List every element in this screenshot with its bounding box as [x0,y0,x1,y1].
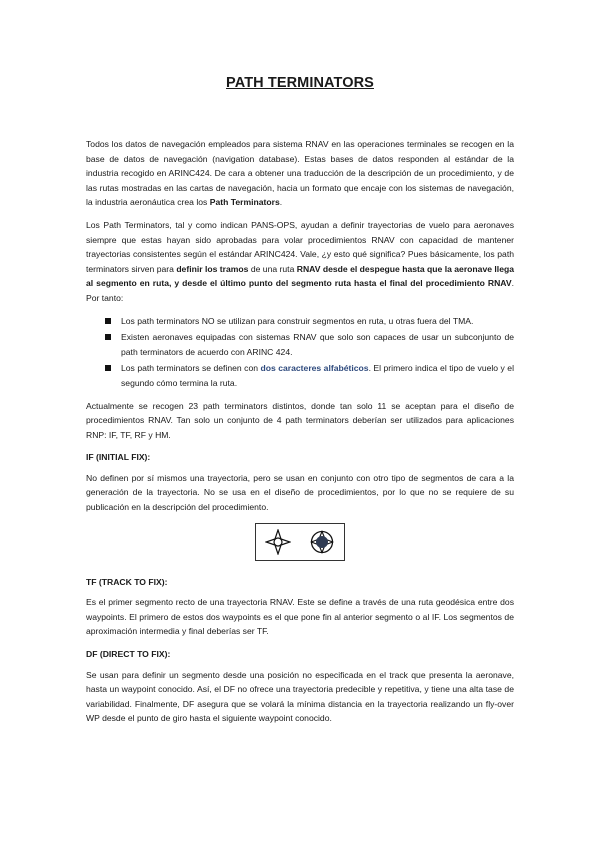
waypoint-symbols-box [255,523,345,561]
square-bullet-icon [105,365,111,371]
bullet-text-1: Los path terminators NO se utilizan para construir segmentos en ruta, u otras fuera del TMA. [121,315,474,326]
tf-paragraph: Es el primer segmento recto de una trayectoria RNAV. Este se define a través de una ruta geodésica entre dos waypoints. El primero de estos dos waypoints es el que pone fin al anterior segmento o al IF. Los segmentos de aproximación intermedia y final deberías ser TF. [86,597,514,637]
list-item [86,361,514,390]
count-paragraph: Actualmente se recogen 23 path terminators distintos, donde tan solo 11 se aceptan para el diseño de procedimientos RNAV. Tan solo un conjunto de 4 path terminators deberían ser utilizados para aplicaciones RNP: IF, TF, RF y HM. [86,400,514,440]
if-heading: IF (INITIAL FIX): [86,452,151,463]
bullet-list [86,314,514,391]
list-item [86,314,514,329]
if-paragraph: No definen por sí mismos una trayectoria, pero se usan en conjunto con otro tipo de segmentos de cara a la generación de la trayectoria. No se usa en el diseño de procedimientos, por lo que no se requiere de su publicación en la descripción del procedimiento. [86,472,514,513]
para2-text-3: . Por tanto: [86,278,514,303]
para2-bold-2: RNAV desde el despegue hasta que la aeronave llega al segmento en ruta, y desde el último punto del segmento ruta hasta el final del procedimiento RNAV [86,263,515,289]
df-heading: DF (DIRECT TO FIX): [86,649,171,660]
square-bullet-icon [105,334,111,340]
page-title: PATH TERMINATORS [226,75,374,91]
flyover-waypoint-icon [309,529,335,555]
para2-text-1: Los Path Terminators, tal y como indican PANS-OPS, ayudan a definir trayectorias de vuelo para aeronaves siempre que estas hayan sido aprobadas para volar procedimientos RNAV con capacidad de mantener trayectorias consistentes según el estándar ARINC424. Vale, ¿y esto qué significa? Pues básicamente, los path terminators sirven para [86,219,514,274]
flyby-waypoint-icon [265,529,291,555]
tf-heading: TF (TRACK TO FIX): [86,576,168,587]
square-bullet-icon [105,318,111,324]
intro-end: . [279,197,283,208]
para2-text-2: de una ruta [248,263,297,274]
alphabetic-characters-link[interactable]: dos caracteres alfabéticos [260,363,369,374]
intro-bold-term: Path Terminators [209,197,280,208]
bullet-text-2: Existen aeronaves equipadas con sistemas RNAV que solo son capaces de usar un subconjunto de path terminators de acuerdo con ARINC 424. [121,332,514,357]
waypoint-figure [86,523,514,561]
definition-paragraph [86,218,514,306]
bullet-text-3-post: . El primero indica el tipo de vuelo y el segundo cómo termina la ruta. [121,363,514,388]
df-paragraph: Se usan para definir un segmento desde una posición no especificada en el track que presenta la aeronave, hasta un waypoint conocido. Así, el DF no ofrece una trayectoria predecible y repetitiva, y tiene una alta tase de variabilidad. Finalmente, DF asegura que se volará la mínima distancia en la trayectoria realizando un fly-over WP desde el punto de giro hasta el siguiente waypoint conocido. [86,669,514,724]
bullet-text-3-pre: Los path terminators se definen con [121,363,261,374]
document-body [86,137,514,734]
list-item [86,330,514,359]
intro-paragraph [86,137,514,210]
para2-bold-1: definir los tramos [176,263,249,274]
intro-text: Todos los datos de navegación empleados para sistema RNAV en las operaciones terminales se recogen en la base de datos de navegación (navigation database). Estas bases de datos responden al estándar de la industria recogido en ARINC424. De cara a obtener una traducción de la descripción de un procedimiento, y de las rutas mostradas en las cartas de navegación, hacia un formato que encaje con los sistemas de navegación, la industria aeronáutica crea los [86,139,514,208]
